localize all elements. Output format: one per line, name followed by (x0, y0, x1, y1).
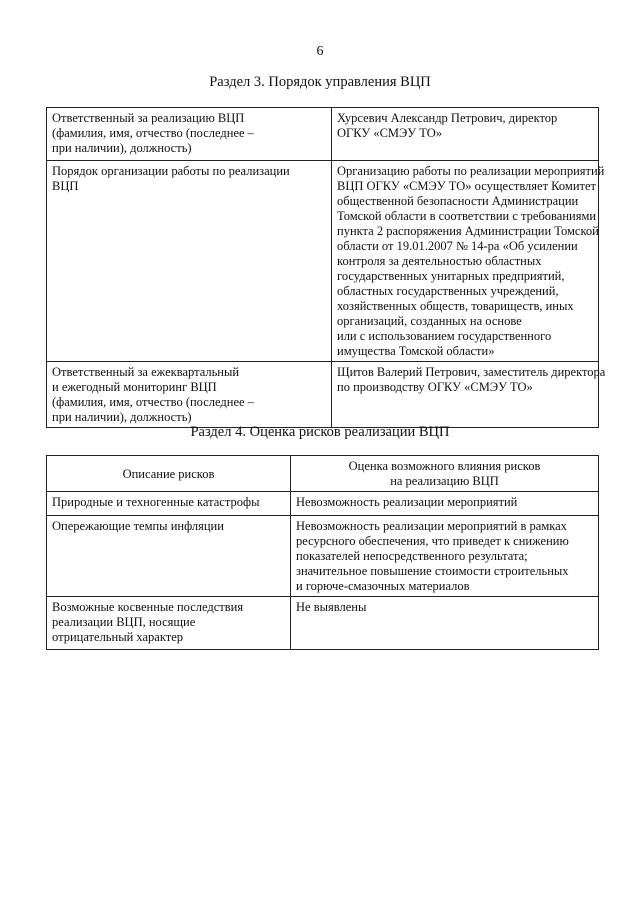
row-value-line: организаций, созданных на основе (337, 314, 522, 328)
page-number: 6 (316, 44, 324, 59)
risk-description-line: отрицательный характер (52, 630, 184, 644)
risk-description-line: Опережающие темпы инфляции (52, 519, 224, 533)
table-row (47, 161, 599, 362)
row-value-cell (332, 362, 606, 428)
row-value-line: Щитов Валерий Петрович, заместитель директора (337, 365, 606, 379)
row-label-cell (47, 161, 332, 362)
header-line: Описание рисков (122, 466, 215, 481)
row-value-line: или с использованием государственного (337, 329, 552, 343)
management-table (46, 107, 606, 428)
row-label-cell (47, 108, 332, 161)
row-value-line: хозяйственных обществ, товариществ, иных (337, 299, 574, 313)
table-header-row (47, 456, 599, 492)
risk-impact-cell (291, 597, 599, 650)
row-value-line: областных государственных учреждений, (337, 284, 559, 298)
risk-impact-line: Невозможность реализации мероприятий в рамках (296, 519, 567, 533)
row-value-line: Томской области в соответствии с требованиями (337, 209, 597, 223)
row-value-line: ОГКУ «СМЭУ ТО» (337, 126, 442, 140)
row-label-line: Ответственный за ежеквартальный (52, 365, 240, 379)
row-label-line: Порядок организации работы по реализации (52, 164, 290, 178)
risk-impact-line: значительное повышение стоимости строительных (296, 564, 569, 578)
row-value-line: пункта 2 распоряжения Администрации Томской (337, 224, 599, 238)
row-label-cell (47, 362, 332, 428)
table-row (47, 597, 599, 650)
section-4-title: Раздел 4. Оценка рисков реализации ВЦП (190, 424, 450, 440)
risk-impact-line: ресурсного обеспечения, что приведет к снижению (296, 534, 569, 548)
risk-assessment-table (46, 455, 599, 650)
risk-impact-line: и горюче-смазочных материалов (296, 579, 470, 593)
risk-description-cell (47, 516, 291, 597)
table-row (47, 492, 599, 516)
row-value-line: Хурсевич Александр Петрович, директор (337, 111, 558, 125)
section-3-title: Раздел 3. Порядок управления ВЦП (209, 74, 431, 90)
row-value-line: имущества Томской области» (337, 344, 495, 358)
row-label-line: и ежегодный мониторинг ВЦП (52, 380, 217, 394)
row-value-line: государственных унитарных предприятий, (337, 269, 565, 283)
row-value-line: области от 19.01.2007 № 14-ра «Об усилении (337, 239, 578, 253)
risk-impact-cell (291, 516, 599, 597)
table-row (47, 362, 599, 428)
row-label-line: (фамилия, имя, отчество (последнее – (52, 126, 254, 140)
risk-description-cell (47, 597, 291, 650)
row-label-line: ВЦП (52, 179, 79, 193)
row-value-cell (332, 161, 605, 362)
row-label-line: Ответственный за реализацию ВЦП (52, 111, 245, 125)
risk-description-line: Возможные косвенные последствия (52, 600, 244, 614)
risk-impact-line: показателей непосредственного результата; (296, 549, 528, 563)
risk-description-line: реализации ВЦП, носящие (52, 615, 196, 629)
header-risk-description (47, 456, 291, 492)
row-value-line: по производству ОГКУ «СМЭУ ТО» (337, 380, 533, 394)
row-label-line: при наличии), должность) (52, 410, 192, 424)
row-label-line: при наличии), должность) (52, 141, 192, 155)
row-value-cell (332, 108, 599, 161)
header-risk-impact (291, 456, 599, 492)
row-value-line: Организацию работы по реализации мероприятий (337, 164, 605, 178)
row-value-line: общественной безопасности Администрации (337, 194, 579, 208)
risk-impact-line: Не выявлены (296, 600, 367, 614)
row-label-line: (фамилия, имя, отчество (последнее – (52, 395, 254, 409)
risk-impact-cell (291, 492, 599, 516)
row-value-line: контроля за деятельностью областных (337, 254, 542, 268)
risk-impact-line: Невозможность реализации мероприятий (296, 495, 518, 509)
header-line: на реализацию ВЦП (390, 474, 499, 488)
header-line: Оценка возможного влияния рисков (348, 459, 541, 473)
risk-description-cell (47, 492, 291, 516)
row-value-line: ВЦП ОГКУ «СМЭУ ТО» осуществляет Комитет (337, 179, 596, 193)
risk-description-line: Природные и техногенные катастрофы (52, 495, 260, 509)
table-row (47, 516, 599, 597)
table-row (47, 108, 599, 161)
